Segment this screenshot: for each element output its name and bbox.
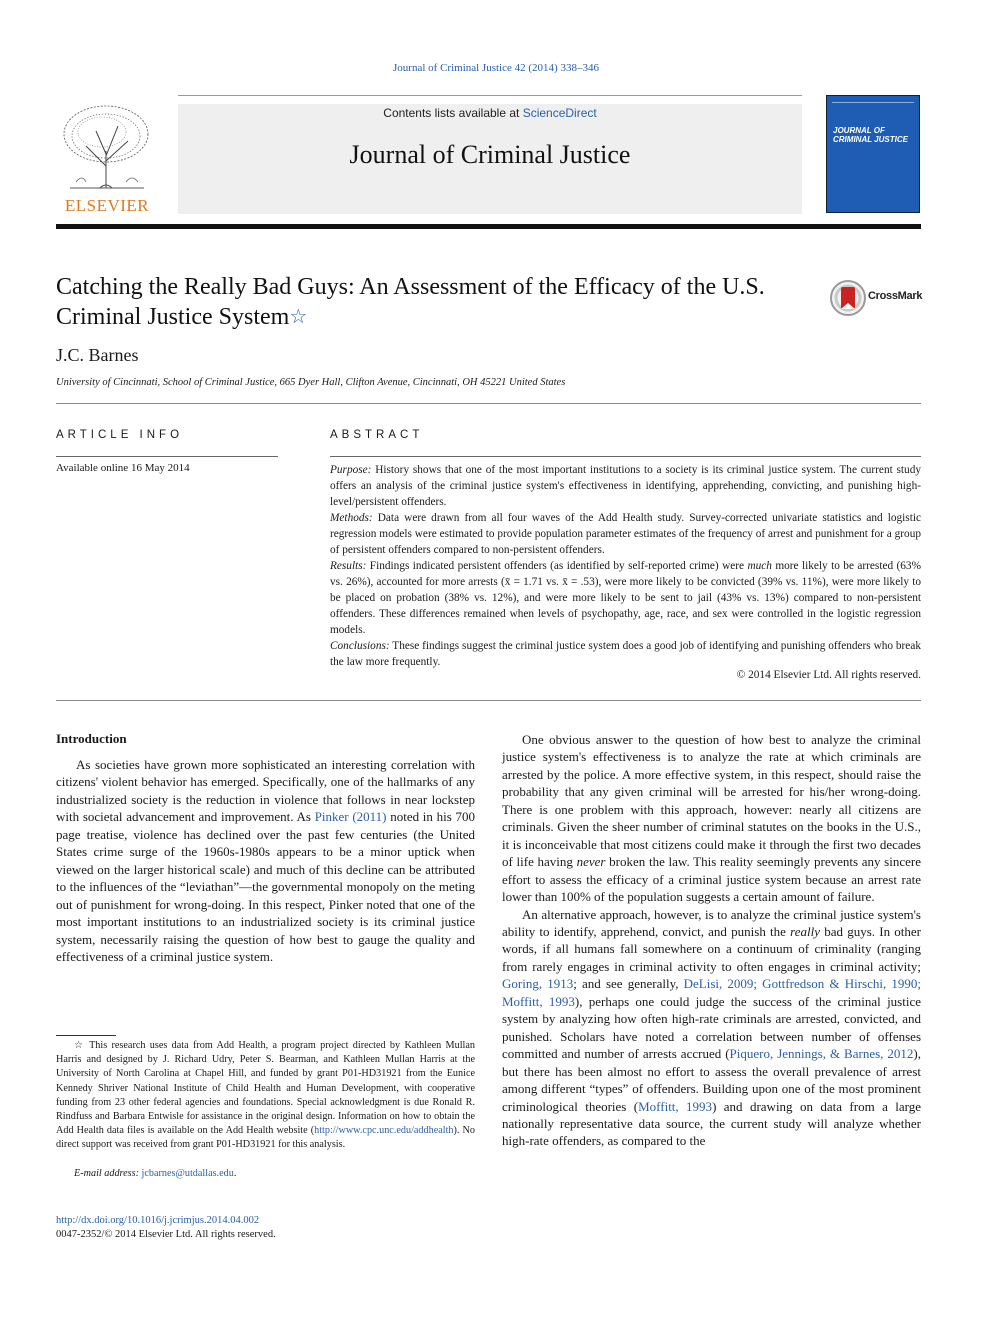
journal-reference-link[interactable]: Journal of Criminal Justice 42 (2014) 338–346 [393,62,599,74]
footnote-text-b: ). No direct support was received from grant P01-HD31921 for this analysis. [56,1125,476,1151]
paragraph-text: ), but there has been almost no effort to assess the overall prevalence of arrest among different “types” of offenders. Building upon one of the most prominent criminological theories ( [502,1046,921,1114]
doi-link[interactable]: http://dx.doi.org/10.1016/j.jcrimjus.2014.04.002 [56,1215,260,1226]
citation-link[interactable]: Piquero, Jennings, & Barnes, 2012 [729,1046,914,1062]
divider [56,456,278,457]
paragraph-text: An alternative approach, however, is to analyze the criminal justice system's ability to identify, apprehend, convict, and punish the [502,906,921,939]
author-name: J.C. Barnes [56,345,139,365]
conclusions-text: These findings suggest the criminal justice system does a good job of identifying and punishing offenders who break the law more frequently. [330,640,921,668]
footnote-text-a: This research uses data from Add Health, a program project directed by Kathleen Mullan Harris and designed by J. Richard Udry, Peter S. Bearman, and Kathleen Mullan Harris at the University of North Carolina at Chapel Hill, and funded by grant P01-HD31921 from the Eunice Kennedy Shriver National Institute of Child Health and Human Development, with cooperative funding from 23 other federal agencies and foundations. Special acknowledgment is due Ronald R. Rindfuss and Barbara Entwisle for assistance in the original design. Information on how to obtain the Add Health data files is available on the Add Health website ( [56,1040,475,1137]
author-affiliation: University of Cincinnati, School of Criminal Justice, 665 Dyer Hall, Clifton Avenue, Cincinnati, OH 45221 United States [56,377,566,388]
paragraph-text: ), perhaps one could judge the success of the criminal justice system by analyzing how often high-rate criminals are arrested, convicted, and punished. Scholars have noted a correlation between number of offenses committed and number of arrests accrued ( [502,993,922,1062]
results-text-a: Findings indicated persistent offenders (as identified by self-reported crime) were [366,560,748,572]
cover-title: JOURNAL OF CRIMINAL JUSTICE [833,126,908,144]
abstract-results [330,558,921,638]
paragraph-text: ; and see generally, [573,976,684,992]
journal-name[interactable]: Journal of Criminal Justice [349,140,631,169]
paragraph [502,731,921,906]
footnote-rule [56,1035,116,1036]
purpose-label: Purpose: [330,464,372,476]
paragraph [56,756,475,965]
citation-link[interactable]: Pinker (2011) [314,809,387,825]
footnote [56,1039,475,1153]
add-health-url-link[interactable]: http://www.cpc.unc.edu/addhealth [314,1125,454,1137]
paragraph-emphasis: never [576,854,606,870]
body-column-left [56,756,475,965]
paragraph-emphasis: really [790,923,820,939]
abstract-copyright: © 2014 Elsevier Ltd. All rights reserved. [736,669,921,681]
results-text-b: more likely to be arrested (63% vs. 26%), accounted for more arrests (x̄ = 1.71 vs. x̄ = .53), were more likely to be convicted (39% vs. 11%), were more likely to be placed on probation (38% vs. 12%), and were more likely to be sent to jail (43% vs. 13%) compared to non-persistent offenders. These differences remained when levels of psychopathy, age, race, and sex were controlled in the logistic regression models. [330,560,921,636]
cover-header-strip [832,99,914,103]
article-title [56,272,816,332]
paragraph-text: As societies have grown more sophisticated an interesting correlation with citizens' violent behavior has emerged. Specifically, one of the hallmarks of any industrialized society is the reduction in violence that follows in near lockstep with societal advancement and improvement. As [56,757,475,825]
journal-cover-thumbnail[interactable] [826,95,920,213]
citation-link[interactable]: Goring, 1913 [502,976,574,992]
abstract-body [330,462,921,670]
paragraph-text: bad guys. In other words, if all humans fall somewhere on a continuum of criminality (ranging from rarely engages in criminal activity to often engages in criminal activity; [502,923,921,974]
available-online-date: Available online 16 May 2014 [56,462,190,474]
divider [330,456,921,457]
purpose-text: History shows that one of the most important institutions to a society is its criminal justice system. The current study offers an analysis of the criminal justice system's effectiveness in identifying, apprehending, convicting, and punishing high-level/persistent offenders. [330,464,921,508]
abstract-conclusions [330,638,921,670]
article-title-text: Catching the Really Bad Guys: An Assessment of the Efficacy of the U.S. Criminal Justice System [56,274,765,330]
article-info-heading: ARTICLE INFO [56,429,184,441]
divider [56,403,921,404]
citation-link[interactable]: Moffitt, 1993 [638,1098,713,1114]
divider [56,700,921,701]
footnote-mark: ☆ [74,1040,85,1051]
methods-label: Methods: [330,512,373,524]
abstract-purpose [330,462,921,510]
title-footnote-mark[interactable]: ☆ [289,306,308,328]
paragraph-text: broken the law. This reality seemingly prevents any sincere effort to assess the efficacy of a criminal justice system because an arrest rate lower than 100% of the population suggests a certain amount of failure. [502,854,921,905]
paragraph-text: noted in his 700 page treatise, violence has declined over the past few centuries (the United States crime surge of the 1960s-1980s appears to be a minor uptick when viewed on the larger historical scale) and much of this decline can be attributed to the influences of the “leviathan”—the governmental monopoly on the meting out of punishment for wrong-doing. In this respect, Pinker noted that one of the most important institutions to an industrialized society is its criminal justice system, necessarily raising the question of how best to gauge the quality and effectiveness of a criminal justice system. [56,809,475,964]
section-heading-introduction: Introduction [56,731,127,746]
crossmark-label[interactable]: CrossMark [868,290,923,302]
paragraph-text: One obvious answer to the question of how best to analyze the criminal justice system's effectiveness is to analyze the rate at which criminals are arrested by the police. A more effective system, in this respect, should raise the probability that any given criminal will be arrested for his/her wrong-doing. There is one problem with this approach, however: nearly all citizens are criminals. Given the sheer number of criminal statutes on the books in the U.S., it is inconceivable that most citizens could make it through the first two decades of life having [502,732,921,870]
methods-text: Data were drawn from all four waves of the Add Health study. Survey-corrected univariate statistics and logistic regression models were estimated to provide population parameter estimates of the frequency of arrest and punishment for a group of persistent offenders compared to non-persistent offenders. [330,512,921,556]
elsevier-wordmark: ELSEVIER [64,196,150,214]
paragraph [502,906,921,1150]
paragraph-text: ) and drawing on data from a large nationally representative data source, the current study will analyze whether high-rate offenders, as compared to the [502,1098,921,1149]
abstract-heading: ABSTRACT [330,429,424,441]
results-emphasis: much [747,560,772,572]
abstract-methods [330,510,921,558]
contents-prefix: Contents lists available at [383,106,523,120]
contents-available-line [178,106,802,120]
elsevier-tree-logo [56,96,158,214]
sciencedirect-link[interactable]: ScienceDirect [522,106,597,120]
issn-copyright: 0047-2352/© 2014 Elsevier Ltd. All rights reserved. [56,1229,276,1240]
citation-link[interactable]: DeLisi, 2009; Gottfredson & Hirschi, 1990; Moffitt, 1993 [502,976,921,1009]
results-label: Results: [330,560,367,572]
email-link[interactable]: jcbarnes@utdallas.edu [141,1168,234,1179]
conclusions-label: Conclusions: [330,640,390,652]
body-column-right [502,731,921,1150]
email-line [56,1168,475,1179]
email-end: . [233,1168,237,1179]
footnote-text [56,1039,475,1153]
header-thick-rule [56,224,921,229]
email-label: E-mail address: [74,1168,142,1179]
masthead-top-rule [178,95,802,96]
